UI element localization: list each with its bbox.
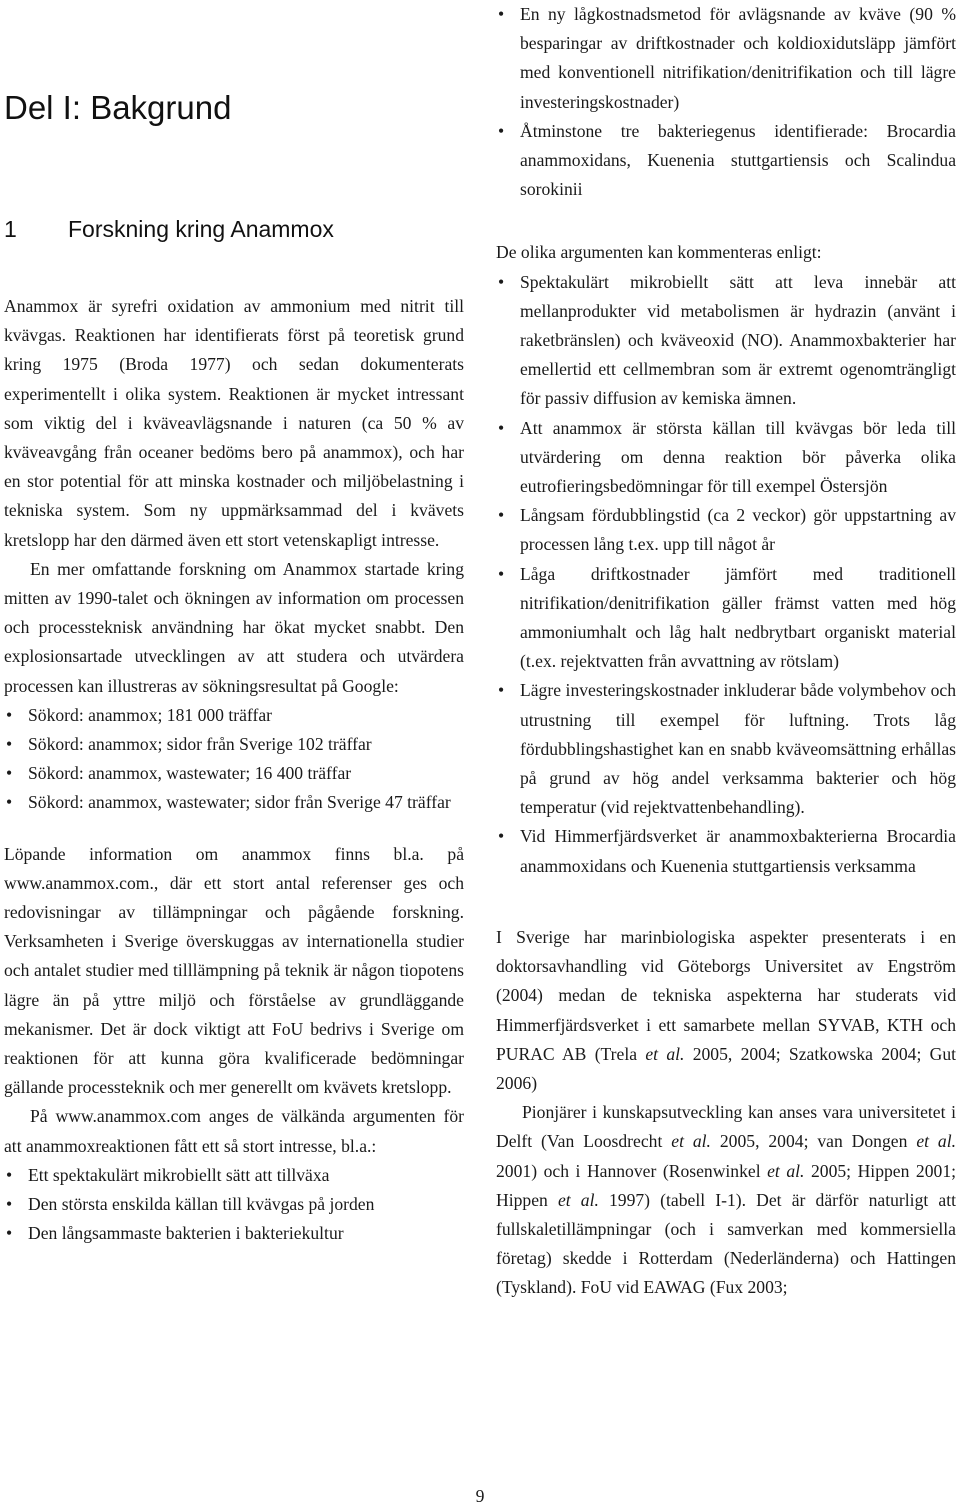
- list-item: • Sökord: anammox; 181 000 träffar: [4, 701, 464, 730]
- et-al: et al.: [671, 1131, 711, 1152]
- list-item: • Sökord: anammox, wastewater; 16 400 träffar: [4, 759, 464, 788]
- list-item: • Spektakulärt mikrobiellt sätt att leva innebär att mellanprodukter vid metabolismen är hydrazin (använt i raketbränslen) och kväveoxid (NO). Anammoxbakterier har emellertid ett cellmembran som är extremt ogenomträngligt för passiv diffusion av kemiska ämnen.: [496, 268, 956, 414]
- information-paragraph: Löpande information om anammox finns bl.a. på www.anammox.com., där ett stort antal referenser ges och redovisningar av tillämpningar och pågående forskning. Verksamheten i Sverige överskuggas av internationella studier och antalet studier med tilllämpning på teknik är någon tiopotens lägre än på yttre miljö och förståelse av grundläggande mekanismer. Det är dock viktigt att FoU bedrivs i Sverige om reaktionen för att kunna göra kvalificerade bedömningar gällande processteknik och mer generellt om kvävets kretslopp.: [4, 843, 464, 1098]
- text-run: I Sverige har marinbiologiska aspekter presenterats i en doktorsavhandling vid Göteborgs Universitet av Engström (2004) medan de tekniska aspekterna har studerats vid Himmerfjärdsverket i ett samarbete mellan SYVAB, KTH och PURAC AB (Trela: [496, 926, 956, 1064]
- sweden-paragraph: [496, 923, 956, 1098]
- text-run: 1997) (tabell I-1). Det är därför naturligt att fullskaletillämpningar (och i samverkan med kommersiella företag) skedde i Rotterdam (Nederländerna) och Hattingen (Tyskland). FoU vid EAWAG (Fux 2003;: [496, 1189, 956, 1298]
- section-heading: [4, 212, 464, 246]
- part-heading: Del I: Bakgrund: [4, 89, 232, 126]
- page-number: 9: [475, 1486, 485, 1506]
- arguments-list: [4, 1161, 464, 1249]
- text-run: 2005, 2004; van Dongen: [710, 1131, 917, 1152]
- research-paragraph: En mer omfattande forskning om Anammox startade kring mitten av 1990-talet och ökningen av information om processen och processteknisk användning har ökat mycket snabbt. Den explosionsartade utvecklingen av att studera och utvärdera processen kan illustreras av sökningsresultat på Google:: [4, 558, 464, 696]
- list-item: • Lägre investeringskostnader inkluderar både volymbehov och utrustning till exempel för luftning. Trots låg fördubblingshastighet kan en snabb kväveomsättning erhållas på grund av hög andel verksamma bakterier och hög temperatur (vid rejektvattenbehandling).: [496, 676, 956, 822]
- text-run: 2005; Hippen 2001; Hippen: [496, 1160, 957, 1210]
- text-run: Pionjärer i kunskapsutveckling kan anses vara universitetet i Delft (Van Loosdrecht: [496, 1102, 956, 1152]
- comments-intro: De olika argumenten kan kommenteras enligt:: [496, 242, 822, 263]
- section-title: Forskning kring Anammox: [68, 216, 334, 242]
- et-al: et al.: [557, 1189, 599, 1210]
- arguments-list-continued: [496, 0, 956, 204]
- text-run: 2001) och i Hannover (Rosenwinkel: [496, 1160, 768, 1181]
- intro-paragraph: Anammox är syrefri oxidation av ammonium med nitrit till kvävgas. Reaktionen har identifierats först på teoretisk grund kring 1975 (Broda 1977) och sedan dokumenterats experimentellt i olika system. Reaktionen är mycket intressant som viktig del i kväveavlägsnande i naturen (ca 50 % av kväveavgång från oceaner bedöms bero på anammox), och har en stor potential för att minska kostnader och miljöbelastning i tekniska system. Som ny uppmärksammad del i kvävets kretslopp har den därmed även ett stort vetenskapligt intresse.: [4, 296, 464, 550]
- list-item: • Vid Himmerfjärdsverket är anammoxbakterierna Brocardia anammoxidans och Kuenenia stuttgartiensis verksamma: [496, 822, 956, 880]
- list-item: • Den största enskilda källan till kvävgas på jorden: [4, 1190, 464, 1219]
- et-al: et al.: [916, 1131, 957, 1152]
- list-item: • Långsam fördubblingstid (ca 2 veckor) gör uppstartning av processen lång t.ex. upp till något år: [496, 501, 956, 559]
- list-item: • Sökord: anammox, wastewater; sidor från Sverige 47 träffar: [4, 788, 464, 817]
- pioneers-paragraph: [496, 1098, 956, 1302]
- section-number: 1: [4, 216, 17, 242]
- list-item: • En ny lågkostnadsmetod för avlägsnande av kväve (90 % besparingar av driftkostnader och koldioxidutsläpp jämfört med konventionell nitrifikation/denitrifikation och till lägre investeringskostnader): [496, 0, 956, 117]
- list-item: • Sökord: anammox; sidor från Sverige 102 träffar: [4, 730, 464, 759]
- arguments-intro-paragraph: På www.anammox.com anges de välkända argumenten för att anammoxreaktionen fått ett så stort intresse, bl.a.:: [4, 1106, 464, 1156]
- text-run: 2005, 2004; Szatkowska 2004; Gut 2006): [496, 1043, 957, 1093]
- comments-list: [496, 268, 956, 881]
- list-item: • Låga driftkostnader jämfört med traditionell nitrifikation/denitrifikation gäller främst vatten med hög ammoniumhalt och låg halt nedbrytbart organiskt material (t.ex. rejektvatten från avvattning av rötslam): [496, 560, 956, 677]
- list-item: • Ett spektakulärt mikrobiellt sätt att tillväxa: [4, 1161, 464, 1190]
- list-item: • Att anammox är största källan till kvävgas bör leda till utvärdering om denna reaktion bör påverka olika eutrofieringsbedömningar för till exempel Östersjön: [496, 414, 956, 502]
- list-item: • Åtminstone tre bakteriegenus identifierade: Brocardia anammoxidans, Kuenenia stuttgartiensis och Scalindua sorokinii: [496, 117, 956, 205]
- list-item: • Den långsammaste bakterien i bakteriekultur: [4, 1219, 464, 1248]
- search-results-list: [4, 701, 464, 818]
- et-al: et al.: [767, 1160, 805, 1181]
- et-al: et al.: [645, 1043, 685, 1064]
